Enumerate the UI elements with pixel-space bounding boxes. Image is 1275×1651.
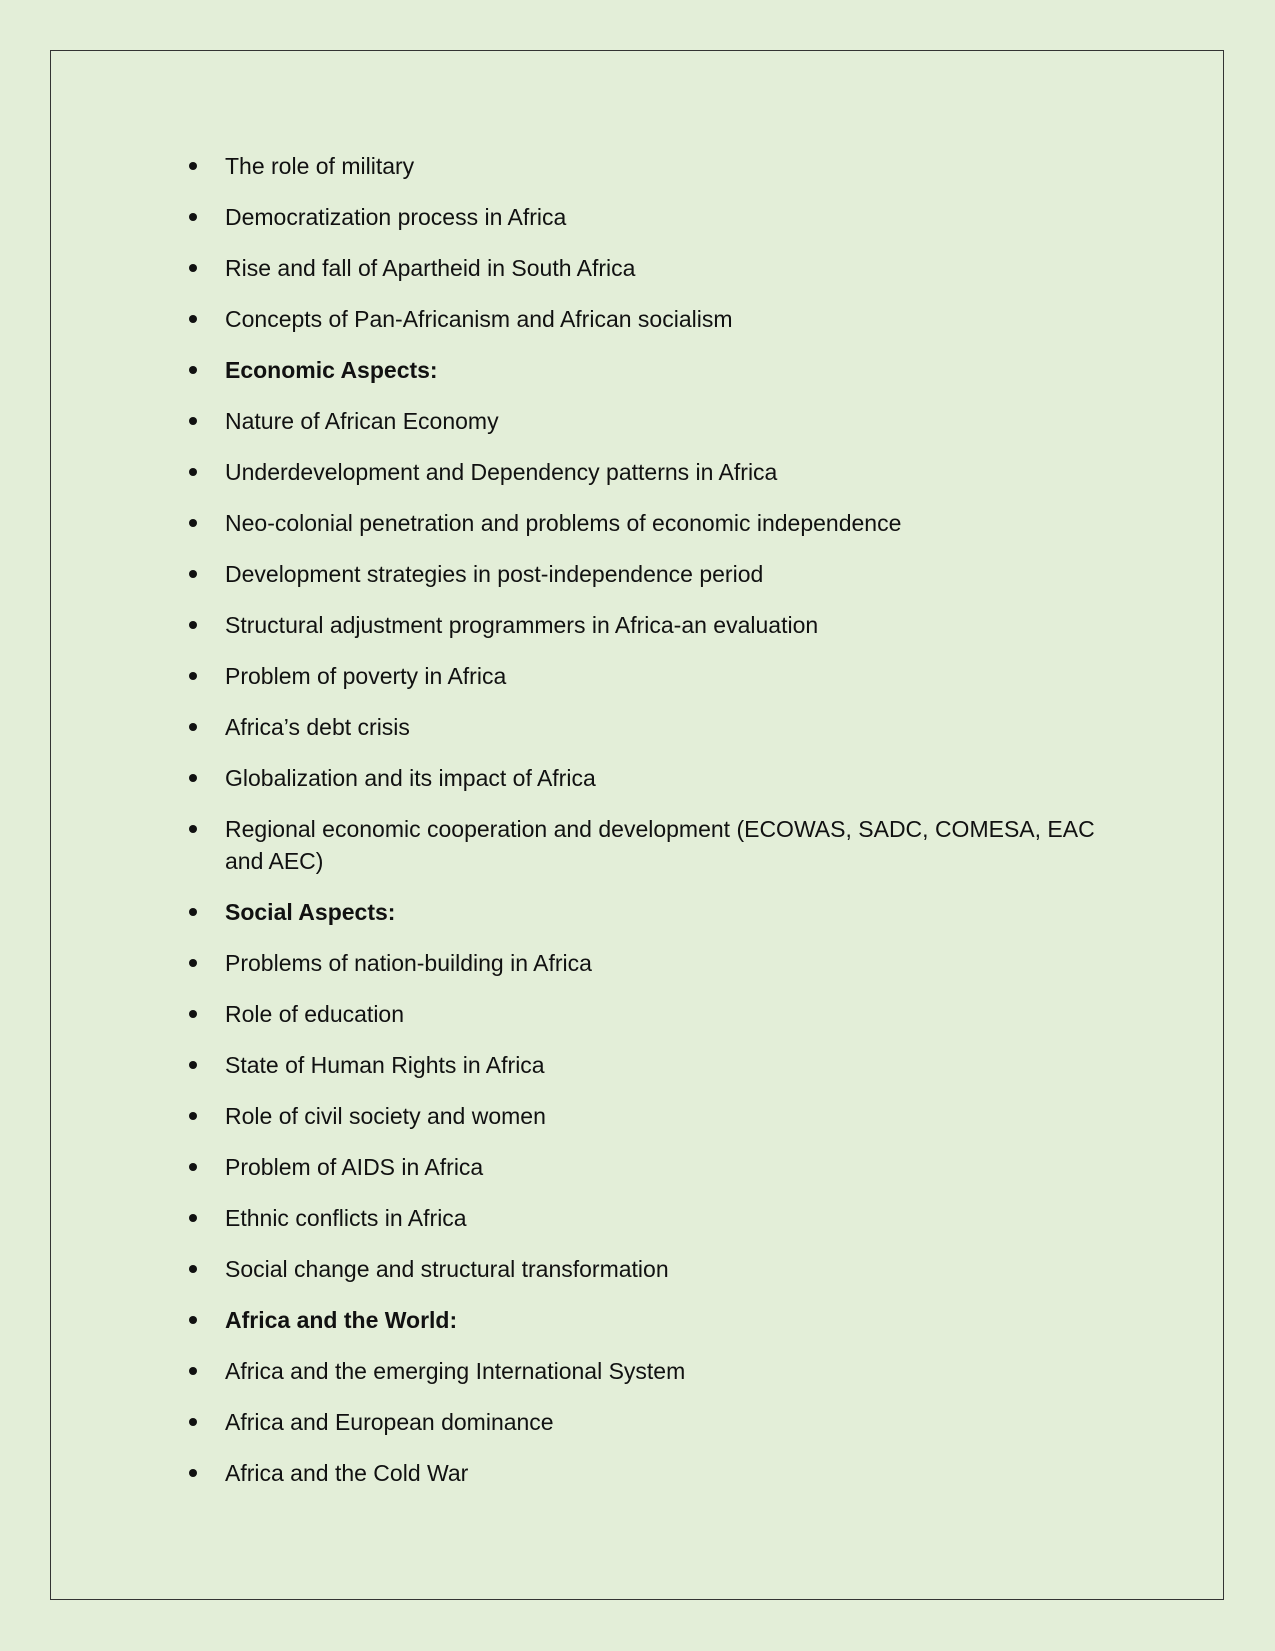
list-item-text: Development strategies in post-independence period xyxy=(225,561,764,587)
list-item xyxy=(180,998,1120,1030)
bullet-icon xyxy=(189,1316,197,1324)
list-item-text: Nature of African Economy xyxy=(225,408,499,434)
bullet-icon xyxy=(189,264,197,272)
list-item xyxy=(180,201,1120,233)
list-item-text: Neo-colonial penetration and problems of economic independence xyxy=(225,510,902,536)
list-item xyxy=(180,456,1120,488)
list-item-text: Underdevelopment and Dependency patterns in Africa xyxy=(225,459,778,485)
list-item xyxy=(180,813,1120,877)
bullet-icon xyxy=(189,1061,197,1069)
list-item xyxy=(180,303,1120,335)
list-item-text: Concepts of Pan-Africanism and African socialism xyxy=(225,306,733,332)
bullet-icon xyxy=(189,1163,197,1171)
bullet-icon xyxy=(189,1265,197,1273)
list-item-text: State of Human Rights in Africa xyxy=(225,1052,545,1078)
section-heading xyxy=(180,1304,1120,1336)
section-heading-text: Economic Aspects: xyxy=(225,357,438,383)
bullet-icon xyxy=(189,1469,197,1477)
list-item xyxy=(180,711,1120,743)
bullet-icon xyxy=(189,1418,197,1426)
list-item xyxy=(180,1253,1120,1285)
section-heading xyxy=(180,896,1120,928)
bullet-icon xyxy=(189,723,197,731)
list-item xyxy=(180,1151,1120,1183)
bullet-icon xyxy=(189,468,197,476)
list-item-text: Social change and structural transformation xyxy=(225,1256,669,1282)
list-item-text: Problem of poverty in Africa xyxy=(225,663,507,689)
list-item-text: Africa and the emerging International System xyxy=(225,1358,686,1384)
list-item xyxy=(180,1049,1120,1081)
bullet-icon xyxy=(189,417,197,425)
list-item-text: Regional economic cooperation and development (ECOWAS, SADC, COMESA, EAC and AEC) xyxy=(225,816,1095,874)
list-item-text: Role of civil society and women xyxy=(225,1103,546,1129)
bullet-icon xyxy=(189,519,197,527)
list-item-text: Africa’s debt crisis xyxy=(225,714,410,740)
bullet-icon xyxy=(189,1010,197,1018)
list-item-text: Structural adjustment programmers in Africa-an evaluation xyxy=(225,612,819,638)
bullet-icon xyxy=(189,315,197,323)
list-item xyxy=(180,609,1120,641)
bullet-icon xyxy=(189,621,197,629)
bullet-icon xyxy=(189,1112,197,1120)
list-item-text: Ethnic conflicts in Africa xyxy=(225,1205,467,1231)
list-item-text: Africa and European dominance xyxy=(225,1409,554,1435)
list-item xyxy=(180,660,1120,692)
list-item xyxy=(180,1457,1120,1489)
list-item xyxy=(180,405,1120,437)
list-item-text: Globalization and its impact of Africa xyxy=(225,765,596,791)
list-item xyxy=(180,1202,1120,1234)
bullet-list xyxy=(180,150,1120,1508)
list-item-text: Problems of nation-building in Africa xyxy=(225,950,592,976)
list-item xyxy=(180,507,1120,539)
list-item-text: Democratization process in Africa xyxy=(225,204,567,230)
list-item xyxy=(180,762,1120,794)
list-item xyxy=(180,252,1120,284)
section-heading-text: Africa and the World: xyxy=(225,1307,458,1333)
section-heading-text: Social Aspects: xyxy=(225,899,396,925)
bullet-icon xyxy=(189,908,197,916)
bullet-icon xyxy=(189,959,197,967)
list-item xyxy=(180,558,1120,590)
bullet-icon xyxy=(189,672,197,680)
bullet-icon xyxy=(189,366,197,374)
bullet-icon xyxy=(189,1214,197,1222)
list-item-text: Role of education xyxy=(225,1001,405,1027)
list-item xyxy=(180,1355,1120,1387)
bullet-icon xyxy=(189,1367,197,1375)
list-item xyxy=(180,1406,1120,1438)
bullet-icon xyxy=(189,774,197,782)
bullet-icon xyxy=(189,162,197,170)
list-item-text: Rise and fall of Apartheid in South Africa xyxy=(225,255,636,281)
list-item-text: Problem of AIDS in Africa xyxy=(225,1154,484,1180)
bullet-icon xyxy=(189,570,197,578)
bullet-icon xyxy=(189,825,197,833)
list-item-text: The role of military xyxy=(225,153,415,179)
bullet-icon xyxy=(189,213,197,221)
list-item xyxy=(180,947,1120,979)
list-item-text: Africa and the Cold War xyxy=(225,1460,469,1486)
list-item xyxy=(180,1100,1120,1132)
list-item xyxy=(180,150,1120,182)
section-heading xyxy=(180,354,1120,386)
